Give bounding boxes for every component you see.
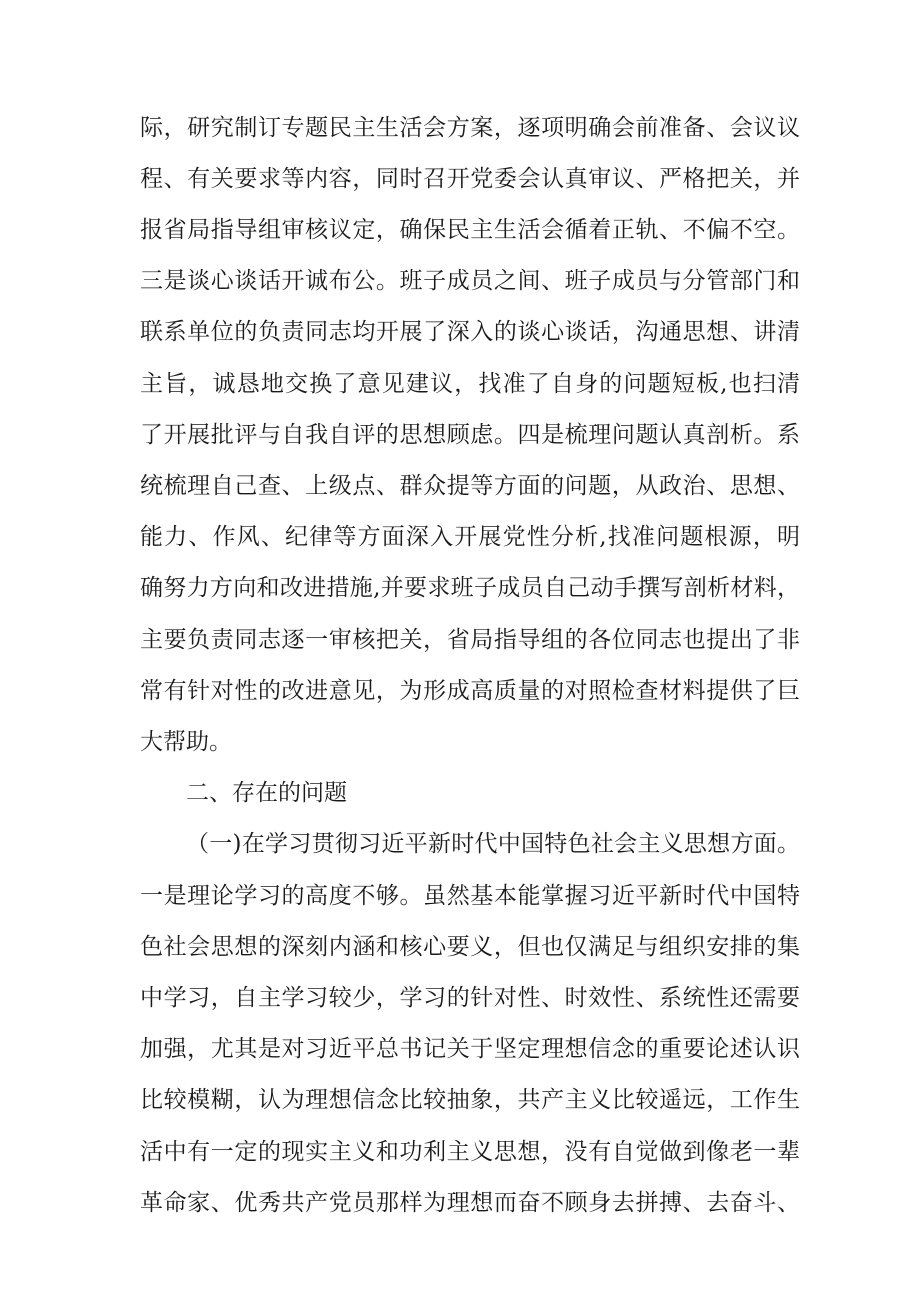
paragraph-line: 主旨，诚恳地交换了意见建议，找准了自身的问题短板,也扫清 [140,371,800,397]
paragraph-line: 联系单位的负责同志均开展了深入的谈心谈话，沟通思想、讲清 [140,319,800,345]
paragraph-line: 色社会思想的深刻内涵和核心要义，但也仅满足与组织安排的集 [140,934,800,960]
paragraph-line: 革命家、优秀共产党员那样为理想而奋不顾身去拼搏、去奋斗、 [140,1190,800,1216]
paragraph-line: 能力、作风、纪律等方面深入开展党性分析,找准问题根源，明 [140,524,800,550]
paragraph-line: 加强，尤其是对习近平总书记关于坚定理想信念的重要论述认识 [140,1036,800,1062]
paragraph-line: 际，研究制订专题民主生活会方案，逐项明确会前准备、会议议 [140,115,800,141]
paragraph-line: 报省局指导组审核议定，确保民主生活会循着正轨、不偏不空。 [140,217,800,243]
paragraph-line: 中学习，自主学习较少，学习的针对性、时效性、系统性还需要 [140,985,800,1011]
paragraph-line: 了开展批评与自我自评的思想顾虑。四是梳理问题认真剖析。系 [140,422,800,448]
paragraph-line: 一是理论学习的高度不够。虽然基本能掌握习近平新时代中国特 [140,883,800,909]
section-heading: 二、存在的问题 [186,780,347,806]
paragraph-line: 常有针对性的改进意见，为形成高质量的对照检查材料提供了巨 [140,678,800,704]
paragraph-line: 主要负责同志逐一审核把关，省局指导组的各位同志也提出了非 [140,627,800,653]
paragraph-line: 活中有一定的现实主义和功利主义思想，没有自觉做到像老一辈 [140,1139,800,1165]
subsection-heading: （一)在学习贯彻习近平新时代中国特色社会主义思想方面。 [186,831,800,857]
paragraph-line: 比较模糊，认为理想信念比较抽象，共产主义比较遥远，工作生 [140,1087,800,1113]
paragraph-line: 统梳理自己查、上级点、群众提等方面的问题，从政治、思想、 [140,473,800,499]
paragraph-line: 程、有关要求等内容，同时召开党委会认真审议、严格把关，并 [140,166,800,192]
paragraph-line: 三是谈心谈话开诚布公。班子成员之间、班子成员与分管部门和 [140,268,800,294]
paragraph-line: 大帮助。 [140,729,232,755]
paragraph-line: 确努力方向和改进措施,并要求班子成员自己动手撰写剖析材料， [140,575,800,601]
